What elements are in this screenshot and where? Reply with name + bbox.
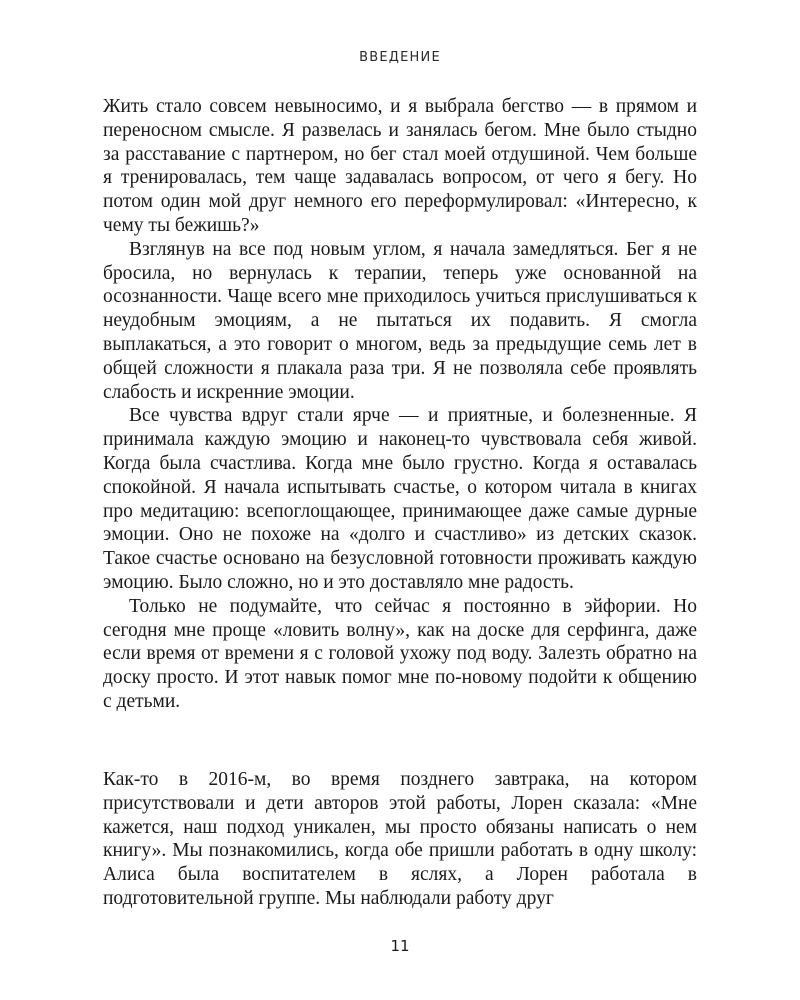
body-text-section-2 — [103, 768, 697, 911]
paragraph: Все чувства вдруг стали ярче — и приятные, и болезненные. Я принимала каждую эмоцию и наконец-то чувствовала себя живой. Когда была счастлива. Когда мне было грустно. Когда я оставалась спокойной. Я начала испытывать счастье, о котором читала в книгах про медитацию: всепоглощающее, принимающее даже самые дурные эмоции. Оно не похоже на «долго и счастливо» из детских сказок. Такое счастье основано на безусловной готовности проживать каждую эмоцию. Было сложно, но и это доставляло мне радость. — [103, 405, 697, 593]
paragraph: Жить стало совсем невыносимо, и я выбрала бегство — в прямом и переносном смысле. Я развелась и занялась бегом. Мне было стыдно за расставание с партнером, но бег стал моей отдушиной. Чем больше я тренировалась, тем чаще задавалась вопросом, от чего я бегу. Но потом один мой друг немного его переформулировал: «Интересно, к чему ты бежишь?» — [103, 96, 697, 236]
paragraph: Как-то в 2016-м, во время позднего завтрака, на котором присутствовали и дети авторов этой работы, Лорен сказала: «Мне кажется, наш подход уникален, мы просто обязаны написать о нем книгу». Мы познакомились, когда обе пришли работать в одну школу: Алиса была воспитателем в яслях, а Лорен работала в подготовительной группе. Мы наблюдали работу друг — [103, 769, 697, 909]
page-number: 11 — [390, 937, 410, 955]
paragraph: Взглянув на все под новым углом, я начала замедляться. Бег я не бросила, но вернулась к терапии, теперь уже основанной на осознанности. Чаще всего мне приходилось учиться прислушиваться к неудобным эмоциям, а не пытаться их подавить. Я смогла выплакаться, а это говорит о многом, ведь за предыдущие семь лет в общей сложности я плакала раза три. Я не позволяла себе проявлять слабость и искренние эмоции. — [103, 238, 697, 403]
paragraph: Только не подумайте, что сейчас я постоянно в эйфории. Но сегодня мне проще «ловить волну», как на доске для серфинга, даже если время от времени я с головой ухожу под воду. Залезть обратно на доску просто. И этот навык помог мне по-новому подойти к общению с детьми. — [103, 595, 697, 712]
running-header: ВВЕДЕНИЕ — [359, 50, 441, 65]
body-text-section-1 — [103, 95, 697, 714]
